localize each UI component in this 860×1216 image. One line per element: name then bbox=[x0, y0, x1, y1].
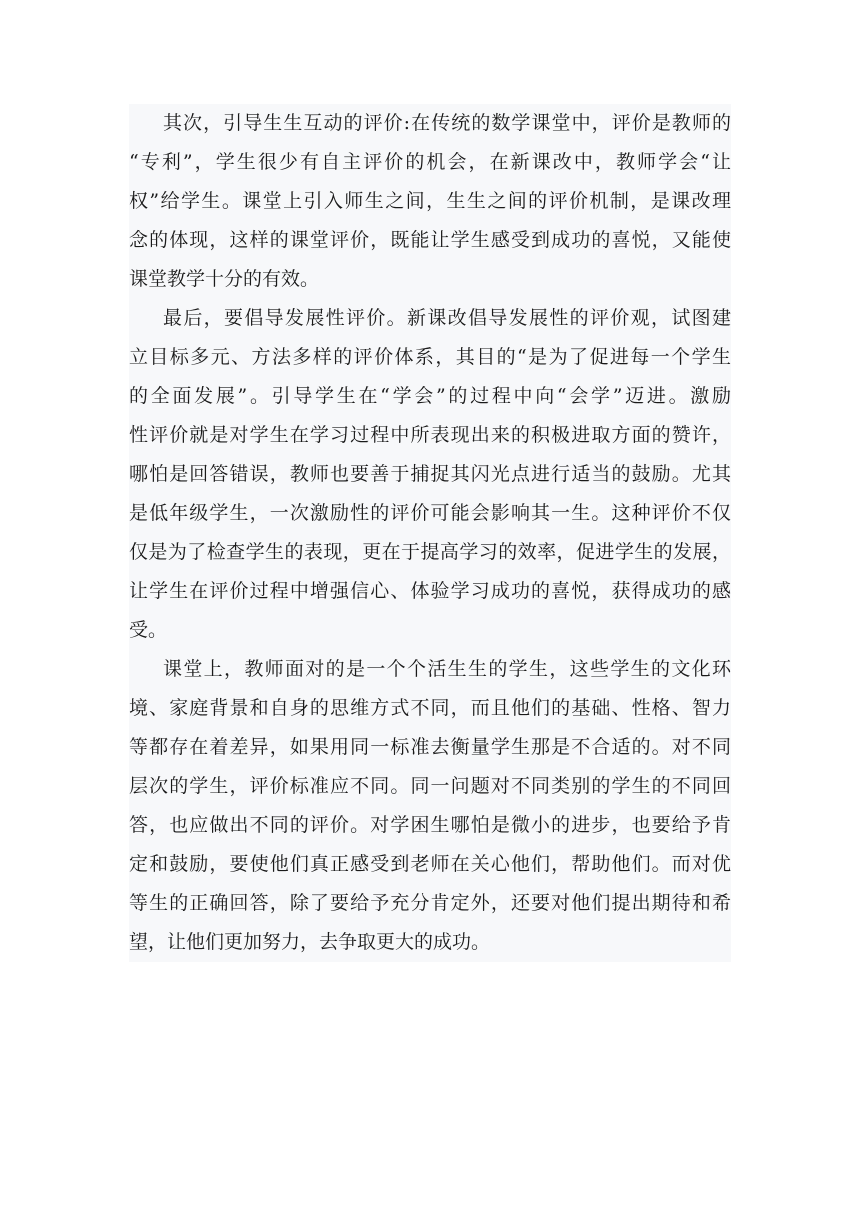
text-line: “专利”，学生很少有自主评价的机会，在新课改中，教师学会“让 bbox=[129, 143, 731, 182]
text-line: 其次，引导生生互动的评价:在传统的数学课堂中，评价是教师的 bbox=[129, 104, 731, 143]
text-line: 性评价就是对学生在学习过程中所表现出来的积极进取方面的赞许， bbox=[129, 416, 731, 455]
text-line: 是低年级学生，一次激励性的评价可能会影响其一生。这种评价不仅 bbox=[129, 494, 731, 533]
text-line: 受。 bbox=[129, 611, 731, 650]
text-line: 立目标多元、方法多样的评价体系，其目的“是为了促进每一个学生 bbox=[129, 338, 731, 377]
text-line: 境、家庭背景和自身的思维方式不同，而且他们的基础、性格、智力 bbox=[129, 689, 731, 728]
text-line: 的全面发展”。引导学生在“学会”的过程中向“会学”迈进。激励 bbox=[129, 377, 731, 416]
paragraph-1 bbox=[129, 104, 731, 299]
text-line: 仅是为了检查学生的表现，更在于提高学习的效率，促进学生的发展， bbox=[129, 533, 731, 572]
text-line: 等生的正确回答，除了要给予充分肯定外，还要对他们提出期待和希 bbox=[129, 884, 731, 923]
text-line: 权”给学生。课堂上引入师生之间，生生之间的评价机制，是课改理 bbox=[129, 182, 731, 221]
text-line: 让学生在评价过程中增强信心、体验学习成功的喜悦，获得成功的感 bbox=[129, 572, 731, 611]
text-line: 定和鼓励，要使他们真正感受到老师在关心他们，帮助他们。而对优 bbox=[129, 845, 731, 884]
text-line: 望，让他们更加努力，去争取更大的成功。 bbox=[129, 923, 731, 962]
text-line: 答，也应做出不同的评价。对学困生哪怕是微小的进步，也要给予肯 bbox=[129, 806, 731, 845]
paragraph-3 bbox=[129, 650, 731, 962]
text-line: 等都存在着差异，如果用同一标准去衡量学生那是不合适的。对不同 bbox=[129, 728, 731, 767]
text-line: 层次的学生，评价标准应不同。同一问题对不同类别的学生的不同回 bbox=[129, 767, 731, 806]
text-line: 课堂上，教师面对的是一个个活生生的学生，这些学生的文化环 bbox=[129, 650, 731, 689]
paragraph-2 bbox=[129, 299, 731, 650]
document-body bbox=[129, 104, 731, 962]
text-line: 念的体现，这样的课堂评价，既能让学生感受到成功的喜悦，又能使 bbox=[129, 221, 731, 260]
text-line: 课堂教学十分的有效。 bbox=[129, 260, 731, 299]
text-line: 哪怕是回答错误，教师也要善于捕捉其闪光点进行适当的鼓励。尤其 bbox=[129, 455, 731, 494]
text-line: 最后，要倡导发展性评价。新课改倡导发展性的评价观，试图建 bbox=[129, 299, 731, 338]
